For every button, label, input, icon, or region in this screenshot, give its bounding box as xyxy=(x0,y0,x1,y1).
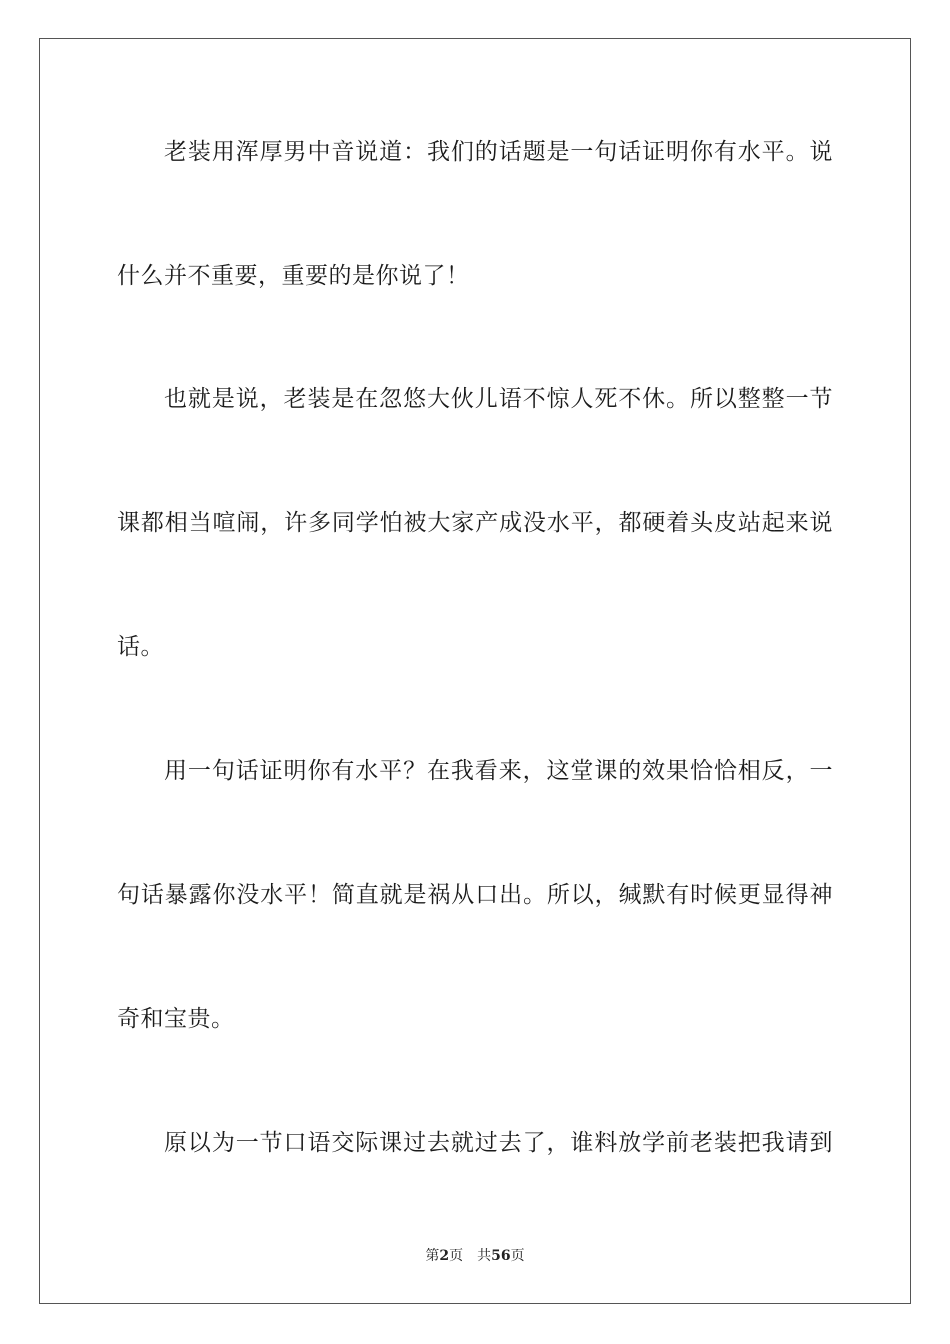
page-footer xyxy=(0,1247,950,1265)
text-line: 什么并不重要，重要的是你说了！ xyxy=(117,263,470,289)
text-line: 课都相当喧闹，许多同学怕被大家产成没水平，都硬着头皮站起来说 xyxy=(117,510,833,536)
text-line: 用一句话证明你有水平？在我看来，这堂课的效果恰恰相反，一 xyxy=(164,758,833,784)
page-border xyxy=(39,38,911,1304)
current-page-number: 2 xyxy=(439,1248,450,1264)
text-line: 老装用浑厚男中音说道：我们的话题是一句话证明你有水平。说 xyxy=(164,139,833,165)
footer-prefix: 第 xyxy=(425,1248,440,1264)
total-pages-number: 56 xyxy=(491,1248,511,1264)
text-line: 话。 xyxy=(117,634,164,660)
footer-suffix: 页 xyxy=(510,1248,525,1264)
text-line: 句话暴露你没水平！简直就是祸从口出。所以，缄默有时候更显得神 xyxy=(117,882,833,908)
footer-middle: 页 共 xyxy=(449,1248,492,1264)
text-line: 原以为一节口语交际课过去就过去了，谁料放学前老装把我请到 xyxy=(164,1130,833,1156)
text-line: 奇和宝贵。 xyxy=(117,1006,235,1032)
text-line: 也就是说，老装是在忽悠大伙儿语不惊人死不休。所以整整一节 xyxy=(164,386,833,412)
